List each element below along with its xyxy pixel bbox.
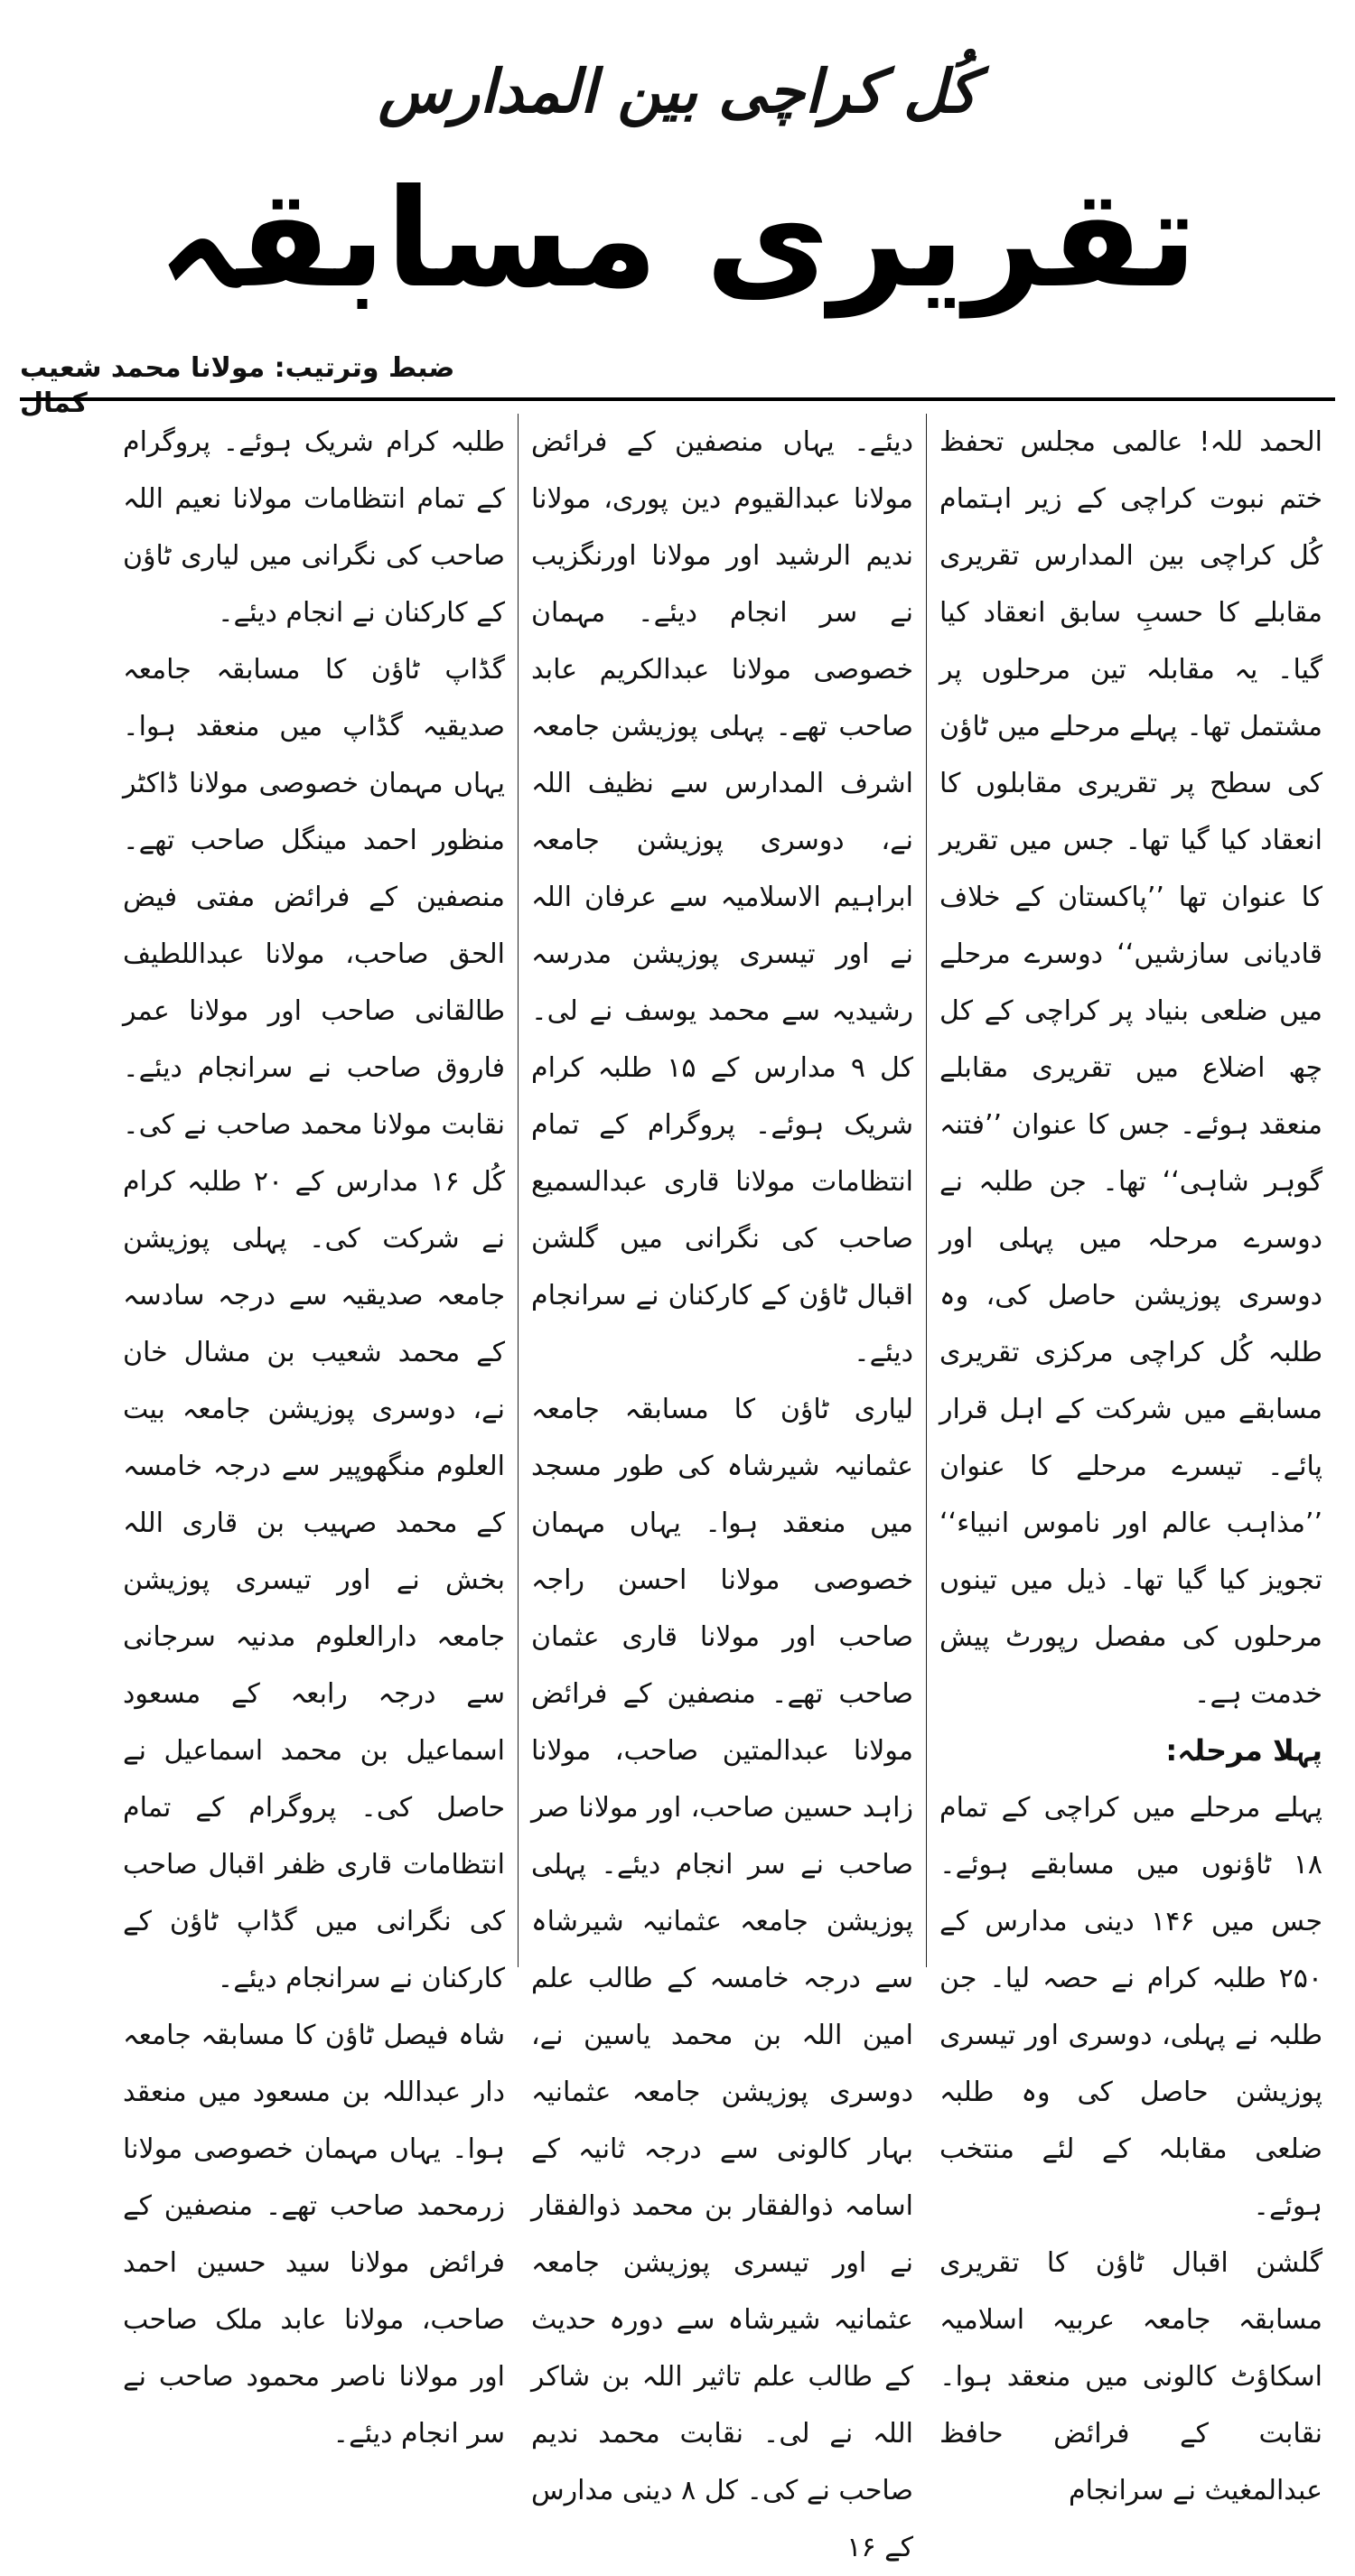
column-1	[927, 414, 1335, 2506]
header-rule	[20, 397, 1335, 401]
headline: تقریری مسابقہ	[157, 161, 1198, 318]
article-paragraph: گلشن اقبال ٹاؤن کا تقریری مسابقہ جامعہ عربیہ اسلامیہ اسکاؤٹ کالونی میں منعقد ہوا۔ نقابت کے فرائض حافظ عبدالمغیث نے سرانجام	[939, 2247, 1322, 2506]
article-paragraph: الحمد للہ! عالمی مجلس تحفظ ختم نبوت کراچی کے زیر اہتمام کُل کراچی بین المدارس تقریری مقابلے کا حسبِ سابق انعقاد کیا گیا۔ یہ مقابلہ تین مرحلوں پر مشتمل تھا۔ پہلے مرحلے میں ٹاؤن کی سطح پر تقریری مقابلوں کا انعقاد کیا گیا تھا۔ جس میں تقریر کا عنوان تھا ’’پاکستان کے خلاف قادیانی سازشیں‘‘ دوسرے مرحلے میں ضلعی بنیاد پر کراچی کے کل چھ اضلاع میں تقریری مقابلے منعقد ہوئے۔ جس کا عنوان ’’فتنہ گوہر شاہی‘‘ تھا۔ جن طلبہ نے دوسرے مرحلہ میں پہلی اور دوسری پوزیشن حاصل کی، وہ طلبہ کُل کراچی مرکزی تقریری مسابقے میں شرکت کے اہل قرار پائے۔ تیسرے مرحلے کا عنوان ’’مذاہب عالم اور ناموس انبیاء‘‘ تجویز کیا گیا تھا۔ ذیل میں تینوں مرحلوں کی مفصل رپورٹ پیش خدمت ہے۔	[939, 426, 1322, 1710]
article-paragraph: دیئے۔ یہاں منصفین کے فرائض مولانا عبدالقیوم دین پوری، مولانا ندیم الرشید اور مولانا اورنگزیب نے سر انجام دیئے۔ مہمان خصوصی مولانا عبدالکریم عابد صاحب تھے۔ پہلی پوزیشن جامعہ اشرف المدارس سے نظیف اللہ نے، دوسری پوزیشن جامعہ ابراہیم الاسلامیہ سے عرفان اللہ نے اور تیسری پوزیشن مدرسہ رشیدیہ سے محمد یوسف نے لی۔ کل ۹ مدارس کے ۱۵ طلبہ کرام شریک ہوئے۔ پروگرام کے تمام انتظامات مولانا قاری عبدالسمیع صاحب کی نگرانی میں گلشن اقبال ٹاؤن کے کارکنان نے سرانجام دیئے۔	[531, 426, 913, 1368]
article-paragraph: لیاری ٹاؤن کا مسابقہ جامعہ عثمانیہ شیرشاہ کی طور مسجد میں منعقد ہوا۔ یہاں مہمان خصوصی مولانا احسن راجہ صاحب اور مولانا قاری عثمان صاحب تھے۔ منصفین کے فرائض مولانا عبدالمتین صاحب، مولانا زاہد حسین صاحب، اور مولانا صر صاحب نے سر انجام دیئے۔ پہلی پوزیشن جامعہ عثمانیہ شیرشاہ سے درجہ خامسہ کے طالب علم امین اللہ بن محمد یاسین نے، دوسری پوزیشن جامعہ عثمانیہ بہار کالونی سے درجہ ثانیہ کے اسامہ ذوالفقار بن محمد ذوالفقار نے اور تیسری پوزیشن جامعہ عثمانیہ شیرشاہ سے دورہ حدیث کے طالب علم تاثیر اللہ بن شاکر اللہ نے لی۔ نقابت محمد ندیم صاحب نے کی۔ کل ۸ دینی مدارس کے ۱۶	[531, 1394, 913, 2563]
article-paragraph: پہلے مرحلے میں کراچی کے تمام ۱۸ ٹاؤنوں میں مسابقے ہوئے۔ جس میں ۱۴۶ دینی مدارس کے ۲۵۰ طلبہ کرام نے حصہ لیا۔ جن طلبہ نے پہلی، دوسری اور تیسری پوزیشن حاصل کی وہ طلبہ ضلعی مقابلہ کے لئے منتخب ہوئے۔	[939, 1792, 1322, 2222]
article-paragraph: گڈاپ ٹاؤن کا مسابقہ جامعہ صدیقیہ گڈاپ میں منعقد ہوا۔ یہاں مہمان خصوصی مولانا ڈاکٹر منظور احمد مینگل صاحب تھے۔ منصفین کے فرائض مفتی فیض الحق صاحب، مولانا عبداللطیف طالقانی صاحب اور مولانا عمر فاروق صاحب نے سرانجام دیئے۔ نقابت مولانا محمد صاحب نے کی۔ کُل ۱۶ مدارس کے ۲۰ طلبہ کرام نے شرکت کی۔ پہلی پوزیشن جامعہ صدیقیہ سے درجہ سادسہ کے محمد شعیب بن مشال خان نے، دوسری پوزیشن جامعہ بیت العلوم منگھوپیر سے درجہ خامسہ کے محمد صہیب بن قاری اللہ بخش نے اور تیسری پوزیشن جامعہ دارالعلوم مدنیہ سرجانی سے درجہ رابعہ کے مسعود اسماعیل بن محمد اسماعیل نے حاصل کی۔ پروگرام کے تمام انتظامات قاری ظفر اقبال صاحب کی نگرانی میں گڈاپ ٹاؤن کے کارکنان نے سرانجام دیئے۔	[123, 654, 505, 1994]
column-2	[519, 414, 927, 2563]
article-columns	[20, 414, 1335, 2563]
column-3	[110, 414, 519, 2450]
byline: ضبط وترتیب: مولانا محمد شعیب کمال	[20, 352, 455, 419]
article-paragraph: شاہ فیصل ٹاؤن کا مسابقہ جامعہ دار عبداللہ بن مسعود میں منعقد ہوا۔ یہاں مہمان خصوصی مولانا زرمحمد صاحب تھے۔ منصفین کے فرائض مولانا سید حسین احمد صاحب، مولانا عابد ملک صاحب اور مولانا ناصر محمود صاحب نے سر انجام دیئے۔	[123, 2020, 505, 2450]
article-paragraph: طلبہ کرام شریک ہوئے۔ پروگرام کے تمام انتظامات مولانا نعیم اللہ صاحب کی نگرانی میں لیاری ٹاؤن کے کارکنان نے انجام دیئے۔	[123, 426, 505, 629]
section-heading: پہلا مرحلہ:	[1165, 1733, 1322, 1768]
kicker-title: کُل کراچی بین المدارس	[378, 57, 977, 126]
